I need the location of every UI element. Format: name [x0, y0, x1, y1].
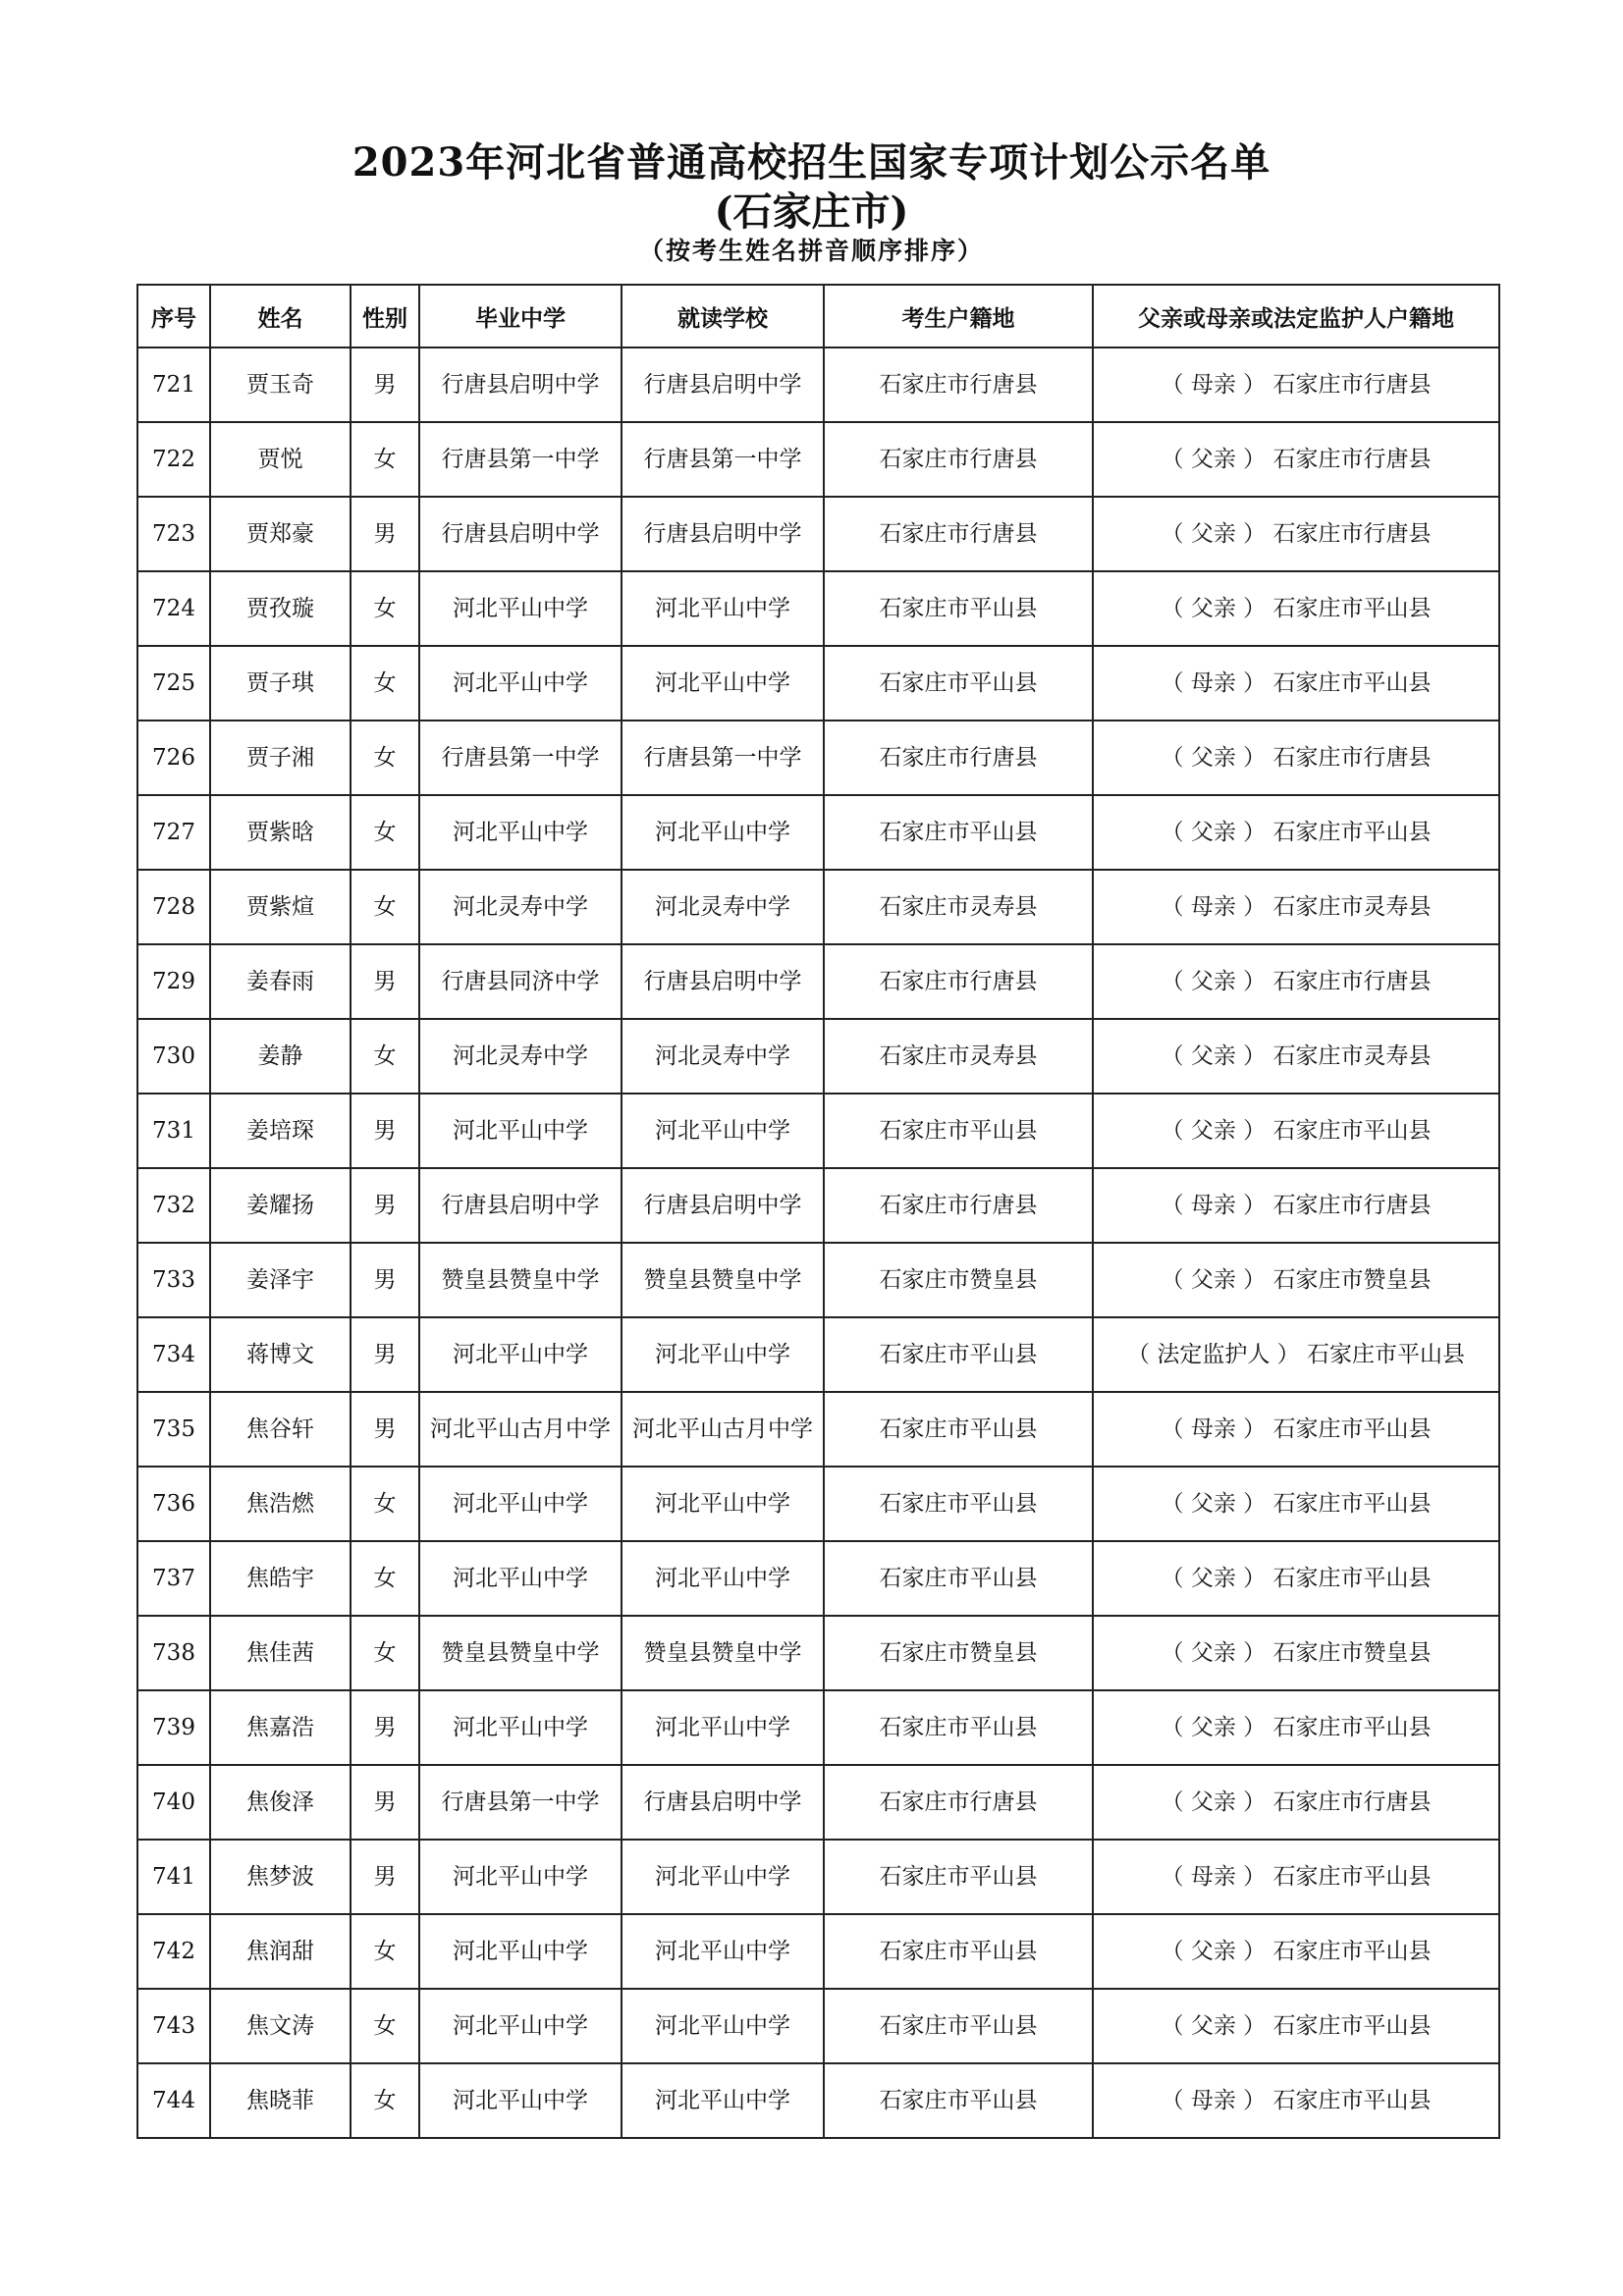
gender: 男 [351, 1765, 419, 1840]
guardian-registration: （ 母亲 ） 石家庄市平山县 [1093, 2063, 1499, 2138]
sort-note: （按考生姓名拼音顺序排序） [638, 237, 984, 265]
table-row [137, 1243, 1499, 1317]
table-row [137, 2063, 1499, 2138]
row-index: 724 [137, 571, 210, 646]
guardian-registration: （ 父亲 ） 石家庄市行唐县 [1093, 422, 1499, 497]
current-school: 河北平山中学 [622, 795, 824, 870]
header-index: 序号 [137, 285, 210, 347]
row-index: 735 [137, 1392, 210, 1467]
guardian-registration: （ 父亲 ） 石家庄市赞皇县 [1093, 1243, 1499, 1317]
graduated-school: 河北平山中学 [419, 1989, 622, 2063]
gender: 男 [351, 1168, 419, 1243]
guardian-registration: （ 父亲 ） 石家庄市行唐县 [1093, 1765, 1499, 1840]
gender: 男 [351, 347, 419, 422]
graduated-school: 行唐县第一中学 [419, 1765, 622, 1840]
graduated-school: 行唐县启明中学 [419, 497, 622, 571]
row-index: 728 [137, 870, 210, 944]
row-index: 744 [137, 2063, 210, 2138]
roster-table [136, 284, 1500, 2139]
current-school: 赞皇县赞皇中学 [622, 1616, 824, 1690]
row-index: 741 [137, 1840, 210, 1914]
gender: 男 [351, 944, 419, 1019]
graduated-school: 河北平山中学 [419, 1094, 622, 1168]
student-name: 贾悦 [210, 422, 351, 497]
student-name: 焦浩燃 [210, 1467, 351, 1541]
document-subtitle: (石家庄市) [714, 188, 909, 235]
row-index: 742 [137, 1914, 210, 1989]
household-registration: 石家庄市平山县 [824, 1541, 1093, 1616]
guardian-registration: （ 父亲 ） 石家庄市行唐县 [1093, 497, 1499, 571]
household-registration: 石家庄市行唐县 [824, 721, 1093, 795]
household-registration: 石家庄市行唐县 [824, 1765, 1093, 1840]
gender: 女 [351, 1019, 419, 1094]
current-school: 河北平山中学 [622, 1467, 824, 1541]
header-gender: 性别 [351, 285, 419, 347]
graduated-school: 河北平山中学 [419, 571, 622, 646]
current-school: 行唐县启明中学 [622, 347, 824, 422]
student-name: 姜春雨 [210, 944, 351, 1019]
row-index: 733 [137, 1243, 210, 1317]
guardian-registration: （ 父亲 ） 石家庄市赞皇县 [1093, 1616, 1499, 1690]
table-row [137, 1541, 1499, 1616]
current-school: 河北平山中学 [622, 646, 824, 721]
graduated-school: 河北灵寿中学 [419, 870, 622, 944]
current-school: 河北灵寿中学 [622, 870, 824, 944]
guardian-registration: （ 父亲 ） 石家庄市平山县 [1093, 1094, 1499, 1168]
household-registration: 石家庄市平山县 [824, 1914, 1093, 1989]
student-name: 贾紫煊 [210, 870, 351, 944]
row-index: 743 [137, 1989, 210, 2063]
student-name: 贾子湘 [210, 721, 351, 795]
household-registration: 石家庄市行唐县 [824, 497, 1093, 571]
row-index: 726 [137, 721, 210, 795]
table-row [137, 1765, 1499, 1840]
current-school: 河北平山中学 [622, 1317, 824, 1392]
graduated-school: 行唐县启明中学 [419, 1168, 622, 1243]
table-row [137, 795, 1499, 870]
header-household-registration: 考生户籍地 [824, 285, 1093, 347]
guardian-registration: （ 父亲 ） 石家庄市平山县 [1093, 1541, 1499, 1616]
graduated-school: 河北平山中学 [419, 1914, 622, 1989]
household-registration: 石家庄市平山县 [824, 1392, 1093, 1467]
current-school: 河北平山中学 [622, 2063, 824, 2138]
household-registration: 石家庄市行唐县 [824, 422, 1093, 497]
row-index: 738 [137, 1616, 210, 1690]
graduated-school: 行唐县启明中学 [419, 347, 622, 422]
table-row [137, 1019, 1499, 1094]
gender: 男 [351, 1840, 419, 1914]
guardian-registration: （ 父亲 ） 石家庄市平山县 [1093, 1467, 1499, 1541]
row-index: 729 [137, 944, 210, 1019]
row-index: 723 [137, 497, 210, 571]
guardian-registration: （ 母亲 ） 石家庄市平山县 [1093, 1840, 1499, 1914]
gender: 女 [351, 571, 419, 646]
gender: 女 [351, 1467, 419, 1541]
household-registration: 石家庄市赞皇县 [824, 1616, 1093, 1690]
guardian-registration: （ 父亲 ） 石家庄市灵寿县 [1093, 1019, 1499, 1094]
household-registration: 石家庄市平山县 [824, 1094, 1093, 1168]
student-name: 贾郑豪 [210, 497, 351, 571]
graduated-school: 河北平山中学 [419, 1317, 622, 1392]
document-title: 2023年河北省普通高校招生国家专项计划公示名单 [352, 139, 1271, 186]
gender: 女 [351, 646, 419, 721]
current-school: 河北平山中学 [622, 571, 824, 646]
gender: 女 [351, 1541, 419, 1616]
current-school: 行唐县启明中学 [622, 1168, 824, 1243]
student-name: 姜耀扬 [210, 1168, 351, 1243]
guardian-registration: （ 父亲 ） 石家庄市平山县 [1093, 795, 1499, 870]
current-school: 行唐县启明中学 [622, 1765, 824, 1840]
guardian-registration: （ 母亲 ） 石家庄市行唐县 [1093, 347, 1499, 422]
row-index: 734 [137, 1317, 210, 1392]
graduated-school: 行唐县同济中学 [419, 944, 622, 1019]
household-registration: 石家庄市平山县 [824, 646, 1093, 721]
gender: 男 [351, 1317, 419, 1392]
gender: 女 [351, 721, 419, 795]
household-registration: 石家庄市平山县 [824, 1690, 1093, 1765]
current-school: 行唐县启明中学 [622, 497, 824, 571]
household-registration: 石家庄市平山县 [824, 1989, 1093, 2063]
header-current-school: 就读学校 [622, 285, 824, 347]
student-name: 贾子琪 [210, 646, 351, 721]
student-name: 焦皓宇 [210, 1541, 351, 1616]
student-name: 姜培琛 [210, 1094, 351, 1168]
table-row [137, 347, 1499, 422]
header-guardian-registration: 父亲或母亲或法定监护人户籍地 [1093, 285, 1499, 347]
household-registration: 石家庄市平山县 [824, 1840, 1093, 1914]
gender: 男 [351, 1094, 419, 1168]
household-registration: 石家庄市灵寿县 [824, 870, 1093, 944]
table-row [137, 1989, 1499, 2063]
row-index: 731 [137, 1094, 210, 1168]
table-row [137, 1317, 1499, 1392]
row-index: 739 [137, 1690, 210, 1765]
row-index: 722 [137, 422, 210, 497]
graduated-school: 河北平山中学 [419, 1467, 622, 1541]
table-row [137, 497, 1499, 571]
current-school: 河北平山中学 [622, 1840, 824, 1914]
table-row [137, 646, 1499, 721]
graduated-school: 行唐县第一中学 [419, 721, 622, 795]
row-index: 727 [137, 795, 210, 870]
table-row [137, 870, 1499, 944]
current-school: 河北平山古月中学 [622, 1392, 824, 1467]
current-school: 赞皇县赞皇中学 [622, 1243, 824, 1317]
household-registration: 石家庄市平山县 [824, 2063, 1093, 2138]
current-school: 河北平山中学 [622, 1094, 824, 1168]
roster-body [137, 347, 1499, 2138]
guardian-registration: （ 父亲 ） 石家庄市平山县 [1093, 1989, 1499, 2063]
gender: 女 [351, 422, 419, 497]
student-name: 焦佳茜 [210, 1616, 351, 1690]
student-name: 贾孜璇 [210, 571, 351, 646]
current-school: 行唐县第一中学 [622, 422, 824, 497]
current-school: 行唐县第一中学 [622, 721, 824, 795]
row-index: 721 [137, 347, 210, 422]
current-school: 河北灵寿中学 [622, 1019, 824, 1094]
graduated-school: 赞皇县赞皇中学 [419, 1243, 622, 1317]
header-row [137, 285, 1499, 347]
graduated-school: 河北平山中学 [419, 1690, 622, 1765]
student-name: 贾紫晗 [210, 795, 351, 870]
current-school: 行唐县启明中学 [622, 944, 824, 1019]
household-registration: 石家庄市平山县 [824, 795, 1093, 870]
table-row [137, 1392, 1499, 1467]
student-name: 蒋博文 [210, 1317, 351, 1392]
header-graduated-school: 毕业中学 [419, 285, 622, 347]
student-name: 焦文涛 [210, 1989, 351, 2063]
guardian-registration: （ 母亲 ） 石家庄市灵寿县 [1093, 870, 1499, 944]
household-registration: 石家庄市行唐县 [824, 944, 1093, 1019]
guardian-registration: （ 父亲 ） 石家庄市行唐县 [1093, 721, 1499, 795]
student-name: 焦嘉浩 [210, 1690, 351, 1765]
household-registration: 石家庄市行唐县 [824, 1168, 1093, 1243]
household-registration: 石家庄市灵寿县 [824, 1019, 1093, 1094]
household-registration: 石家庄市行唐县 [824, 347, 1093, 422]
gender: 男 [351, 1690, 419, 1765]
student-name: 焦梦波 [210, 1840, 351, 1914]
guardian-registration: （ 父亲 ） 石家庄市行唐县 [1093, 944, 1499, 1019]
table-row [137, 1914, 1499, 1989]
current-school: 河北平山中学 [622, 1541, 824, 1616]
table-row [137, 1840, 1499, 1914]
household-registration: 石家庄市平山县 [824, 1467, 1093, 1541]
guardian-registration: （ 母亲 ） 石家庄市平山县 [1093, 1392, 1499, 1467]
guardian-registration: （ 母亲 ） 石家庄市平山县 [1093, 646, 1499, 721]
current-school: 河北平山中学 [622, 1914, 824, 1989]
student-name: 贾玉奇 [210, 347, 351, 422]
graduated-school: 河北平山中学 [419, 1541, 622, 1616]
household-registration: 石家庄市平山县 [824, 1317, 1093, 1392]
row-index: 732 [137, 1168, 210, 1243]
gender: 女 [351, 2063, 419, 2138]
student-name: 姜泽宇 [210, 1243, 351, 1317]
gender: 男 [351, 1243, 419, 1317]
table-row [137, 571, 1499, 646]
graduated-school: 河北平山中学 [419, 2063, 622, 2138]
gender: 女 [351, 1616, 419, 1690]
gender: 男 [351, 497, 419, 571]
row-index: 737 [137, 1541, 210, 1616]
graduated-school: 河北平山中学 [419, 646, 622, 721]
row-index: 740 [137, 1765, 210, 1840]
graduated-school: 行唐县第一中学 [419, 422, 622, 497]
guardian-registration: （ 父亲 ） 石家庄市平山县 [1093, 1914, 1499, 1989]
gender: 女 [351, 1914, 419, 1989]
graduated-school: 赞皇县赞皇中学 [419, 1616, 622, 1690]
table-row [137, 1168, 1499, 1243]
table-row [137, 944, 1499, 1019]
table-row [137, 1690, 1499, 1765]
gender: 女 [351, 1989, 419, 2063]
guardian-registration: （ 母亲 ） 石家庄市行唐县 [1093, 1168, 1499, 1243]
student-name: 焦晓菲 [210, 2063, 351, 2138]
student-name: 焦谷轩 [210, 1392, 351, 1467]
household-registration: 石家庄市赞皇县 [824, 1243, 1093, 1317]
guardian-registration: （ 父亲 ） 石家庄市平山县 [1093, 571, 1499, 646]
table-row [137, 1467, 1499, 1541]
row-index: 730 [137, 1019, 210, 1094]
row-index: 725 [137, 646, 210, 721]
row-index: 736 [137, 1467, 210, 1541]
table-row [137, 1094, 1499, 1168]
graduated-school: 河北平山古月中学 [419, 1392, 622, 1467]
current-school: 河北平山中学 [622, 1989, 824, 2063]
household-registration: 石家庄市平山县 [824, 571, 1093, 646]
gender: 女 [351, 795, 419, 870]
guardian-registration: （ 法定监护人 ） 石家庄市平山县 [1093, 1317, 1499, 1392]
student-name: 焦俊泽 [210, 1765, 351, 1840]
guardian-registration: （ 父亲 ） 石家庄市平山县 [1093, 1690, 1499, 1765]
header-name: 姓名 [210, 285, 351, 347]
student-name: 姜静 [210, 1019, 351, 1094]
current-school: 河北平山中学 [622, 1690, 824, 1765]
student-name: 焦润甜 [210, 1914, 351, 1989]
graduated-school: 河北平山中学 [419, 1840, 622, 1914]
table-row [137, 422, 1499, 497]
graduated-school: 河北平山中学 [419, 795, 622, 870]
table-row [137, 721, 1499, 795]
graduated-school: 河北灵寿中学 [419, 1019, 622, 1094]
table-row [137, 1616, 1499, 1690]
gender: 女 [351, 870, 419, 944]
gender: 男 [351, 1392, 419, 1467]
